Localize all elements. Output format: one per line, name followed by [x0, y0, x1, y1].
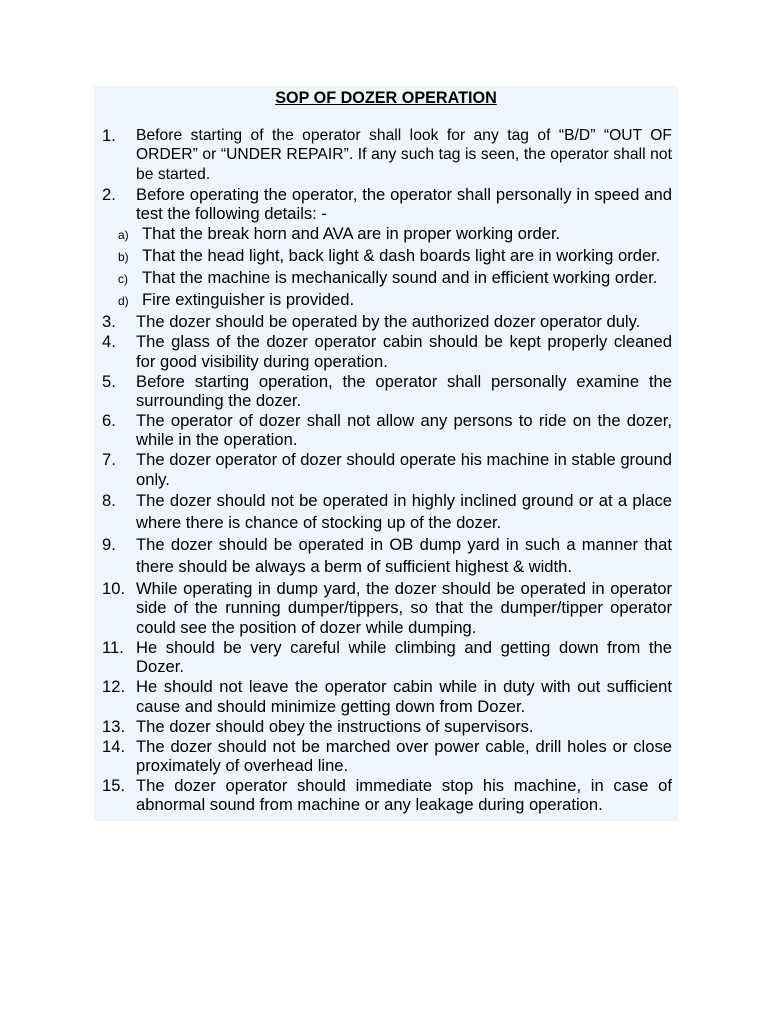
item-text: The dozer operator of dozer should operate his machine in stable ground only.: [136, 450, 672, 489]
list-item: [98, 126, 674, 184]
item-number: 12.: [102, 677, 126, 697]
item-number: 5.: [102, 371, 116, 391]
sub-list-item: [98, 290, 674, 311]
item-text: The dozer should obey the instructions of supervisors.: [136, 716, 534, 736]
list-item: [98, 677, 674, 716]
item-text: He should not leave the operator cabin while in duty with out sufficient cause and should minimize getting down from Dozer.: [136, 677, 672, 716]
document-title: SOP OF DOZER OPERATION: [275, 89, 497, 107]
item-number: 8.: [102, 490, 116, 510]
item-number: 7.: [102, 450, 116, 470]
list-item: [98, 332, 674, 371]
sub-list-item: [98, 268, 674, 289]
list-item: [98, 638, 674, 677]
list-item: [98, 776, 674, 815]
item-number: 10.: [102, 579, 126, 599]
sub-item-text: Fire extinguisher is provided.: [142, 290, 355, 310]
item-text: Before starting of the operator shall look for any tag of “B/D” “OUT OF ORDER” or “UNDER REPAIR”. If any such tag is seen, the operator shall not be started.: [136, 127, 672, 183]
item-text: He should be very careful while climbing and getting down from the Dozer.: [136, 637, 672, 677]
item-text: While operating in dump yard, the dozer should be operated in operator side of the running dumper/tippers, so that the dumper/tipper operator could see the position of dozer while dumping.: [136, 579, 672, 637]
list-item: [98, 411, 674, 450]
sub-item-text: That the head light, back light & dash boards light are in working order.: [142, 246, 661, 266]
item-number: 1.: [102, 126, 116, 145]
list-item: [98, 717, 674, 736]
item-number: 2.: [102, 184, 116, 204]
list-item: [98, 737, 674, 776]
item-number: 3.: [102, 312, 116, 332]
list-item: [98, 185, 674, 224]
sub-item-text: That the machine is mechanically sound and in efficient working order.: [142, 268, 658, 288]
list-item: [98, 450, 674, 489]
item-text: The dozer should not be operated in highly inclined ground or at a place where there is chance of stocking up of the dozer.: [136, 490, 672, 532]
item-text: Before operating the operator, the operator shall personally in speed and test the following details: -: [136, 184, 672, 224]
item-number: 11.: [102, 637, 124, 657]
item-text: Before starting operation, the operator shall personally examine the surrounding the dozer.: [136, 371, 672, 411]
item-text: The dozer should be operated in OB dump yard in such a manner that there should be always a berm of sufficient highest & width.: [136, 535, 672, 577]
sub-item-letter: a): [118, 228, 129, 243]
item-number: 9.: [102, 535, 116, 555]
sub-item-letter: b): [118, 250, 129, 265]
item-number: 6.: [102, 411, 116, 431]
sub-list-item: [98, 246, 674, 267]
list-item: [98, 372, 674, 411]
item-text: The dozer operator should immediate stop his machine, in case of abnormal sound from machine or any leakage during operation.: [136, 776, 672, 815]
item-text: The operator of dozer shall not allow any persons to ride on the dozer, while in the operation.: [136, 411, 672, 450]
list-item: [98, 312, 674, 331]
list-item: [98, 490, 674, 534]
sub-item-letter: d): [118, 294, 129, 309]
item-number: 4.: [102, 332, 116, 352]
list-item: [98, 534, 674, 578]
sub-item-text: That the break horn and AVA are in proper working order.: [142, 224, 561, 244]
item-number: 14.: [102, 736, 126, 756]
sub-list-item: [98, 224, 674, 245]
item-text: The glass of the dozer operator cabin should be kept properly cleaned for good visibility during operation.: [136, 332, 672, 371]
item-text: The dozer should not be marched over power cable, drill holes or close proximately of overhead line.: [136, 736, 672, 776]
item-text: The dozer should be operated by the authorized dozer operator duly.: [136, 312, 641, 332]
item-number: 13.: [102, 716, 126, 736]
sop-list: [98, 126, 674, 815]
sub-item-letter: c): [118, 272, 128, 287]
sop-document: [94, 86, 678, 821]
item-number: 15.: [102, 776, 126, 796]
list-item: [98, 579, 674, 637]
